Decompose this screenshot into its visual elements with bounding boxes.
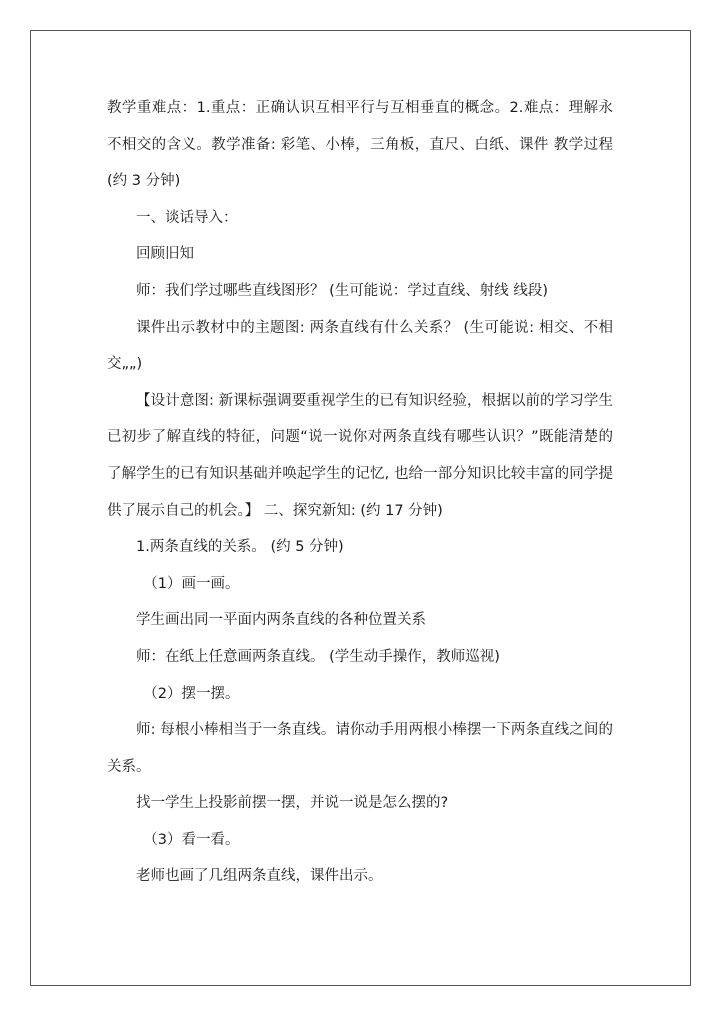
review-heading: 回顾旧知	[136, 246, 194, 263]
relation-heading: 1.两条直线的关系。 (约 5 分钟)	[136, 539, 344, 556]
step-arrange-heading: （2）摆一摆。	[143, 685, 240, 702]
teacher-sticks-paragraph: 师: 每根小棒相当于一条直线。请你动手用两根小棒摆一下两条直线之间的关系。	[107, 722, 613, 775]
document-body	[107, 90, 613, 895]
teacher-draw-paragraph: 师：在纸上任意画两条直线。 (学生动手操作，教师巡视)	[136, 648, 500, 665]
teacher-question-paragraph: 师：我们学过哪些直线图形？ (生可能说：学过直线、射线 线段)	[136, 282, 549, 299]
section-heading-intro: 一、谈话导入：	[136, 209, 238, 226]
student-draw-paragraph: 学生画出同一平面内两条直线的各种位置关系	[136, 612, 426, 629]
step-draw-heading: （1）画一画。	[143, 575, 240, 592]
step-look-heading: （3）看一看。	[143, 831, 240, 848]
student-projector-paragraph: 找一学生上投影前摆一摆，并说一说是怎么摆的?	[136, 795, 449, 812]
teacher-show-paragraph: 老师也画了几组两条直线，课件出示。	[136, 868, 383, 885]
key-points-paragraph: 教学重难点：1.重点：正确认识互相平行与互相垂直的概念。2.难点：理解永不相交的含义。教学准备: 彩笔、小棒，三角板，直尺、白纸、课件 教学过程 (约 3 分钟)	[107, 100, 613, 190]
courseware-theme-paragraph: 课件出示教材中的主题图: 两条直线有什么关系？ (生可能说: 相交、不相交„„)	[107, 319, 613, 373]
design-intent-paragraph: 【设计意图: 新课标强调要重视学生的已有知识经验，根据以前的学习学生已初步了解直线的特征，问题“说一说你对两条直线有哪些认识？”既能清楚的了解学生的已有知识基础并唤起学生的记忆, 也给一部分知识比较丰富的同学提供了展示自己的机会。】 二、探究新知: (约 17 分钟)	[107, 392, 613, 519]
